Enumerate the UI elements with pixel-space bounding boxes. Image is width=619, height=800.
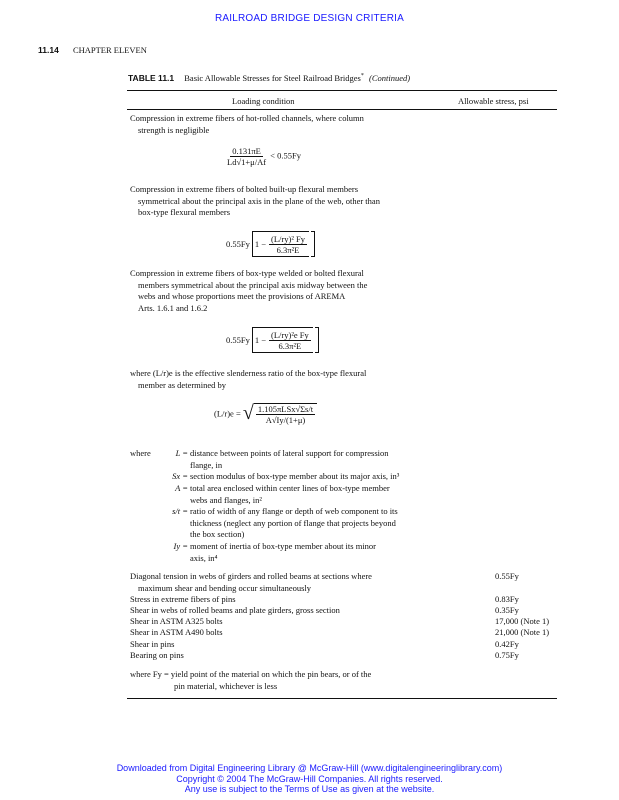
footer-line3: Any use is subject to the Terms of Use as given at the website.	[184, 784, 435, 794]
stress-value-0: 0.55Fy	[495, 571, 519, 581]
column-header-stress: Allowable stress, psi	[458, 96, 529, 106]
stress-value-1: 0.83Fy	[495, 594, 519, 604]
page-number: 11.14	[38, 45, 59, 55]
stress-row-5: Shear in pins	[130, 639, 175, 649]
block1-line1: Compression in extreme fibers of hot-rolled channels, where column	[130, 113, 364, 123]
definition-L: L = distance between points of lateral support for compression flange, in	[175, 448, 389, 470]
block1-line2: strength is negligible	[138, 124, 210, 135]
block3-text	[130, 268, 367, 314]
definition-Iy: Iy = moment of inertia of box-type member about its minor axis, in⁴	[173, 541, 377, 563]
definition-Sx: Sx = section modulus of box-type member about its major axis, in³	[172, 471, 400, 481]
definition-st: s/t = ratio of width of any flange or depth of web component to its thickness (neglect any portion of flange that projects beyond the box section)	[172, 506, 398, 539]
table-label: TABLE 11.1	[128, 73, 175, 83]
block2-line3: box-type flexural members	[138, 207, 231, 217]
block3-eq-one: 1 −	[254, 335, 267, 345]
definition-A: A = total area enclosed within center lines of box-type member webs and flanges, in²	[175, 483, 390, 505]
stress-value-4: 21,000 (Note 1)	[495, 627, 550, 637]
block1-eq-rhs: < 0.55Fy	[270, 150, 301, 161]
block2-eq-num: (L/ry)² Fy	[271, 233, 305, 244]
stress-row-2: Shear in webs of rolled beams and plate girders, gross section	[130, 605, 340, 615]
chapter-header	[38, 45, 147, 55]
block4-line2: member as determined by	[138, 379, 227, 390]
fy-note-line2: pin material, whichever is less	[174, 680, 278, 691]
stress-value-5: 0.42Fy	[495, 639, 519, 649]
block1-eq-num: 0.131πE	[232, 146, 261, 156]
block2-eq-den: 6.3π²E	[276, 244, 300, 255]
stress-row-4: Shear in ASTM A490 bolts	[130, 627, 223, 637]
table-bottom-rule	[127, 698, 557, 699]
stress-value-6: 0.75Fy	[495, 650, 519, 660]
chapter-title: CHAPTER ELEVEN	[72, 45, 147, 55]
block3-line4: Arts. 1.6.1 and 1.6.2	[138, 302, 208, 313]
fy-note-line1: where Fy = yield point of the material on which the pin bears, or of the	[130, 669, 372, 679]
block3-eq-den: 6.3π²E	[278, 340, 302, 351]
table-continued: (Continued)	[368, 73, 411, 83]
block3-eq-lhs: 0.55Fy	[226, 335, 250, 345]
stress-value-3: 17,000 (Note 1)	[495, 616, 550, 626]
header-bottom-rule	[127, 109, 557, 110]
block2-equation	[226, 231, 315, 257]
footer-line1[interactable]: Downloaded from Digital Engineering Library @ McGraw-Hill (www.digitalengineeringlibrary.com)	[116, 763, 503, 773]
table-top-rule	[127, 90, 557, 91]
block1-eq-den: Ld√1+μ/Af	[227, 157, 267, 167]
block4-line1: where (L/r)e is the effective slenderness ratio of the box-type flexural	[130, 368, 367, 378]
footer-line2: Copyright © 2004 The McGraw-Hill Companies. All rights reserved.	[176, 773, 443, 784]
block2-line2: symmetrical about the principal axis in the plane of the web, other than	[138, 195, 380, 206]
stress-value-2: 0.35Fy	[495, 605, 519, 615]
table-title: Basic Allowable Stresses for Steel Railroad Bridges	[184, 73, 361, 83]
table-caption	[128, 73, 410, 83]
stress-row-0: Diagonal tension in webs of girders and rolled beams at sections where maximum shear and bending occur simultaneously	[130, 571, 372, 593]
block3-eq-num: (L/ry)²e Fy	[271, 329, 309, 340]
block3-line3: webs and whose proportions meet the provisions of AREMA	[138, 291, 346, 301]
fy-note	[130, 669, 371, 692]
block4-text	[130, 368, 366, 391]
stress-row-1: Stress in extreme fibers of pins	[130, 594, 236, 604]
block2-eq-lhs: 0.55Fy	[226, 239, 250, 249]
block3-equation	[226, 327, 319, 353]
definitions-where: where	[130, 448, 151, 458]
block3-line2: members symmetrical about the principal axis midway between the	[138, 279, 368, 290]
block2-text	[130, 184, 380, 219]
block1-equation	[225, 146, 301, 167]
block2-line1: Compression in extreme fibers of bolted built-up flexural members	[130, 184, 359, 194]
block4-eq-den: A√Iy/(1+μ)	[265, 414, 306, 425]
block2-eq-one: 1 −	[254, 239, 267, 249]
stress-row-3: Shear in ASTM A325 bolts	[130, 616, 223, 626]
stress-row-6: Bearing on pins	[130, 650, 184, 660]
block4-eq-num: 1.105πLSx√Σs/t	[257, 403, 314, 414]
block4-equation: (L/r)e = √ $\frac{\text{1.105πLSx√Σs/t}}{A√Iy/(1+\mu)}$	[214, 402, 317, 425]
table-title-mark: *	[360, 73, 364, 80]
running-head: RAILROAD BRIDGE DESIGN CRITERIA	[214, 13, 404, 24]
block3-line1: Compression in extreme fibers of box-type welded or bolted flexural	[130, 268, 364, 278]
column-header-loading: Loading condition	[232, 96, 295, 106]
block1-text	[130, 113, 364, 136]
block4-eq-lhs: (L/r)e =	[214, 408, 241, 419]
footer	[0, 763, 619, 795]
